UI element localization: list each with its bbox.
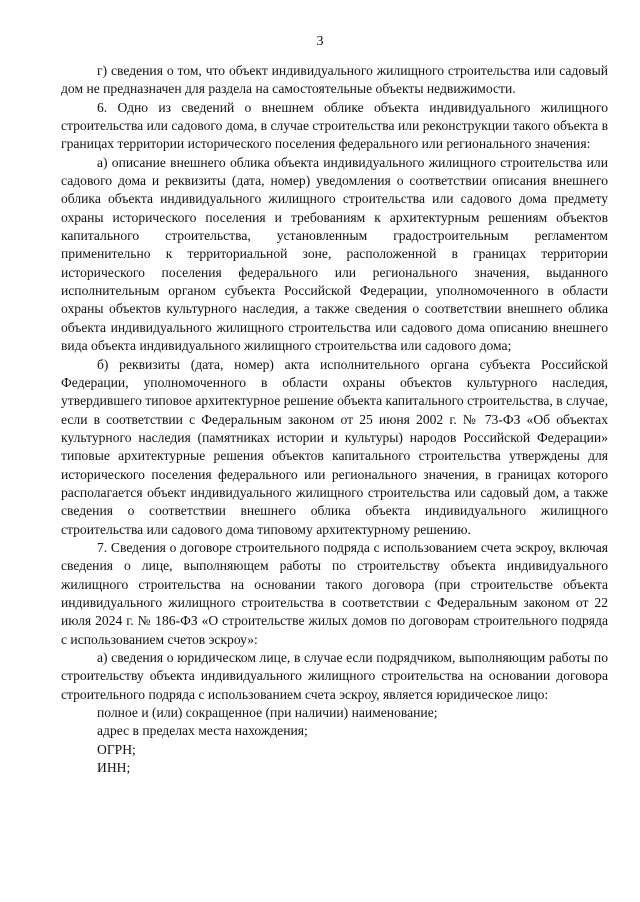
paragraph-6a: а) описание внешнего облика объекта индивидуального жилищного строительства или садового дома и реквизиты (дата, номер) уведомления о соответствии описания внешнего облика объекта индивидуального жилищного строительства или садового дома предмету охраны исторического поселения и требованиям к архитектурным решениям объектов капитального строительства, установленным градостроительным регламентом применительно к территориальной зоне, расположенной в границах территории исторического поселения федерального или регионального значения, выданного исполнительным органом субъекта Российской Федерации, уполномоченного в области охраны объектов культурного наследия, а также сведения о соответствии внешнего облика объекта индивидуального жилищного строительства или садового дома описанию внешнего вида объекта индивидуального жилищного строительства или садового дома; (61, 154, 608, 354)
list-item-ogrn: ОГРН; (97, 741, 136, 757)
paragraph-6b: б) реквизиты (дата, номер) акта исполнительного органа субъекта Российской Федерации, уполномоченного в области охраны объектов культурного наследия, утвердившего типовое архитектурное решение объекта капитального строительства, в случае, если в соответствии с Федеральным законом от 25 июня 2002 г. № 73-ФЗ «Об объектах культурного наследия (памятниках истории и культуры) народов Российской Федерации» типовые архитектурные решения объектов капитального строительства утверждены для исторического поселения федерального или регионального значения, в границах которого располагается объект индивидуального жилищного строительства или садовый дом, а также сведения о соответствии внешнего облика объекта индивидуального жилищного строительства или садового дома типовому архитектурному решению. (61, 356, 608, 537)
paragraph-7: 7. Сведения о договоре строительного подряда с использованием счета эскроу, включая сведения о лице, выполняющем работы по строительству объекта индивидуального жилищного строительства на основании такого договора (при строительстве объекта индивидуального жилищного строительства в соответствии с Федеральным законом от 22 июля 2024 г. № 186-ФЗ «О строительстве жилых домов по договорам строительного подряда с использованием счетов эскроу»: (61, 539, 608, 647)
list-item-address: адрес в пределах места нахождения; (97, 723, 308, 739)
list-item-inn: ИНН; (97, 760, 131, 776)
page-number: 3 (316, 34, 324, 49)
list-item-name: полное и (или) сокращенное (при наличии) наименование; (97, 705, 438, 721)
paragraph-7a: а) сведения о юридическом лице, в случае если подрядчиком, выполняющим работы по строительству объекта индивидуального жилищного строительства на основании договора строительного подряда с использованием счета эскроу, является юридическое лицо: (61, 650, 608, 702)
document-body (61, 62, 608, 777)
paragraph-6: 6. Одно из сведений о внешнем облике объекта индивидуального жилищного строительства или садового дома, в случае строительства или реконструкции такого объекта в границах территории исторического поселения федерального или регионального значения: (61, 99, 609, 152)
paragraph-5g: г) сведения о том, что объект индивидуального жилищного строительства или садовый дом не предназначен для раздела на самостоятельные объекты недвижимости. (61, 63, 608, 97)
